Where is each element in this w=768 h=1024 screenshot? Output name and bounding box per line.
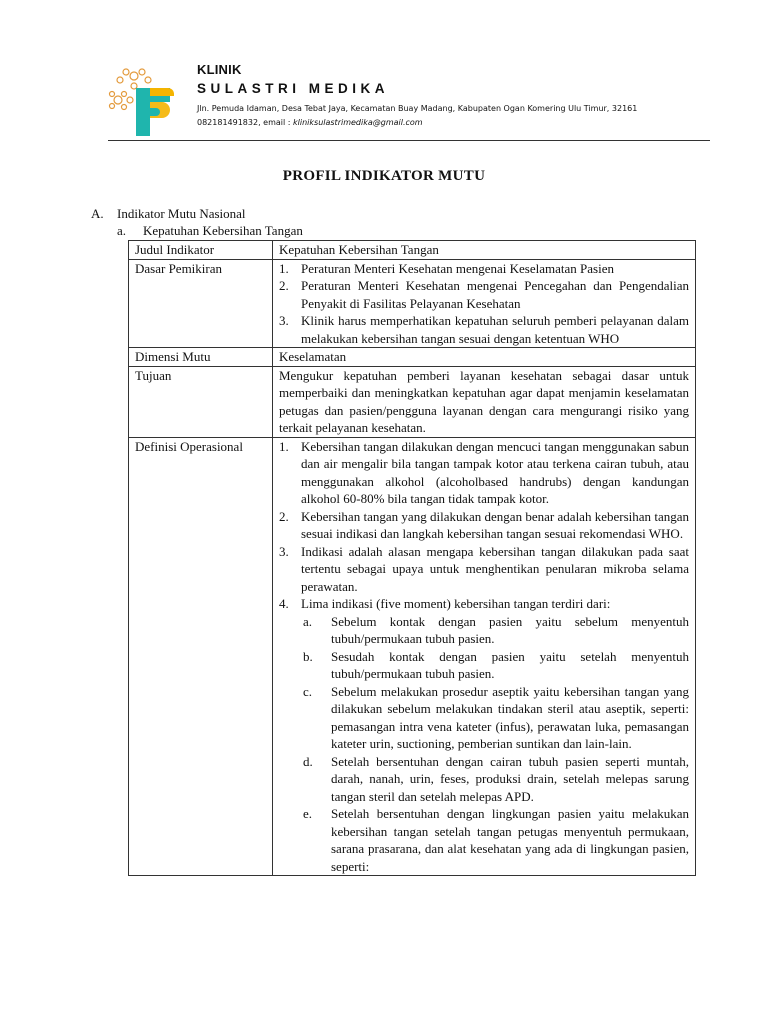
list-item: 2. Peraturan Menteri Kesehatan mengenai Pencegahan dan Pengendalian Penyakit di Fasilitas Pelayanan Kesehatan xyxy=(279,278,689,311)
table-row-dimensi xyxy=(129,348,696,367)
letterhead xyxy=(108,58,708,142)
list-item: e. Setelah bersentuhan dengan lingkungan pasien yaitu melakukan kebersihan tangan setelah tangan petugas menyentuh permukaan, sarana prasarana, dan alat kesehatan yang ada di lingkungan pasien, seperti: xyxy=(303,806,689,874)
table-row-tujuan xyxy=(129,366,696,437)
section-heading: A. Indikator Mutu Nasional xyxy=(91,206,246,221)
clinic-logo xyxy=(108,64,188,136)
list-item: 1. Peraturan Menteri Kesehatan mengenai Keselamatan Pasien xyxy=(279,260,614,276)
clinic-identity xyxy=(197,58,687,130)
definisi-list xyxy=(279,438,689,876)
list-item: 4. Lima indikasi (five moment) kebersihan tangan terdiri dari: a. Sebelum kontak dengan pasien yaitu sebelum menyentuh tubuh/permukaan tubuh pasien. b. Sesudah kontak dengan pasien yaitu setelah menyentuh tubuh/permukaan tubuh pasien. c. Sebelum melakukan prosedur aseptik yaitu kebersihan tangan yang dilakukan sebelum melakukan tindakan steril atau aseptik, seperti: pemasangan intra vena kateter (infus), perawatan luka, pemasangan kateter urin, suctioning, pemberian suntikan dan lain-lain. d. Setelah bersentuhan dengan cairan tubuh pasien seperti muntah, darah, nanah, urin, feses, produksi drain, setelah melepas sarung tangan steril dan setelah melepas APD. e. Setelah bersentuhan dengan lingkungan pasien yaitu melakukan kebersihan tangan setelah tangan petugas menyentuh permukaan, sarana prasarana, dan alat kesehatan yang ada di lingkungan pasien, seperti: xyxy=(279,596,689,874)
document-title: PROFIL INDIKATOR MUTU xyxy=(282,168,486,184)
row-value: Kepatuhan Kebersihan Tangan xyxy=(273,241,696,260)
letterhead-divider xyxy=(108,140,710,141)
list-item: b. Sesudah kontak dengan pasien yaitu setelah menyentuh tubuh/permukaan tubuh pasien. xyxy=(303,648,689,681)
row-value xyxy=(273,259,696,348)
clinic-label: KLINIK xyxy=(197,62,242,77)
list-item: c. Sebelum melakukan prosedur aseptik yaitu kebersihan tangan yang dilakukan sebelum melakukan tindakan steril atau aseptik, seperti: pemasangan intra vena kateter (infus), perawatan luka, pemasangan kateter urin, suctioning, pemberian suntikan dan lain-lain. xyxy=(303,683,689,751)
list-item: d. Setelah bersentuhan dengan cairan tubuh pasien seperti muntah, darah, nanah, urin, feses, produksi drain, setelah melepas sarung tangan steril dan setelah melepas APD. xyxy=(303,753,689,804)
row-label: Dasar Pemikiran xyxy=(129,259,273,348)
list-item: 3. Indikasi adalah alasan mengapa kebersihan tangan dilakukan pada saat tertentu sebagai upaya untuk menghentikan penularan mikroba selama perawatan. xyxy=(279,543,689,594)
five-moments-list xyxy=(279,613,689,876)
clinic-phone: 082181491832, email : xyxy=(197,118,294,127)
row-label: Tujuan xyxy=(129,366,273,437)
subsection-heading: a. Kepatuhan Kebersihan Tangan xyxy=(117,223,303,238)
clinic-name: SULASTRI MEDIKA xyxy=(197,81,389,96)
row-label: Judul Indikator xyxy=(129,241,273,260)
clinic-email[interactable]: kliniksulastrimedika@gmail.com xyxy=(293,118,423,127)
row-label: Dimensi Mutu xyxy=(129,348,273,367)
dasar-list xyxy=(279,260,689,348)
table-row-dasar xyxy=(129,259,696,348)
cross-accent-shape xyxy=(150,88,174,96)
table-row-judul xyxy=(129,241,696,260)
clinic-contact xyxy=(197,116,687,130)
list-item: 3. Klinik harus memperhatikan kepatuhan seluruh pemberi pelayanan dalam melakukan kebersihan tangan sesuai dengan ketentuan WHO xyxy=(279,313,689,346)
row-value: Mengukur kepatuhan pemberi layanan kesehatan sebagai dasar untuk memperbaiki dan meningkatkan kepatuhan agar dapat menjamin keselamatan petugas dan pasien/pengguna layanan dengan cara mengurangi risiko yang terkait pelayanan kesehatan. xyxy=(273,366,696,437)
indicator-profile-table xyxy=(128,240,696,876)
row-value: Keselamatan xyxy=(273,348,696,367)
clinic-address: Jln. Pemuda Idaman, Desa Tebat Jaya, Kecamatan Buay Madang, Kabupaten Ogan Komering Ulu Timur, 32161 xyxy=(197,104,638,113)
row-value xyxy=(273,437,696,876)
table-row-definisi xyxy=(129,437,696,876)
list-item: a. Sebelum kontak dengan pasien yaitu sebelum menyentuh tubuh/permukaan tubuh pasien. xyxy=(303,613,689,646)
list-item: 1. Kebersihan tangan dilakukan dengan mencuci tangan menggunakan sabun dan air mengalir bila tangan tampak kotor atau terkena cairan tubuh, atau menggunakan alkohol (alcoholbased handrubs) dengan kandungan alkohol 60-80% bila tangan tidak tampak kotor. xyxy=(279,438,689,506)
list-item: 2. Kebersihan tangan yang dilakukan dengan benar adalah kebersihan tangan sesuai indikasi dan langkah kebersihan tangan sesuai rekomendasi WHO. xyxy=(279,508,689,541)
row-label: Definisi Operasional xyxy=(129,437,273,876)
